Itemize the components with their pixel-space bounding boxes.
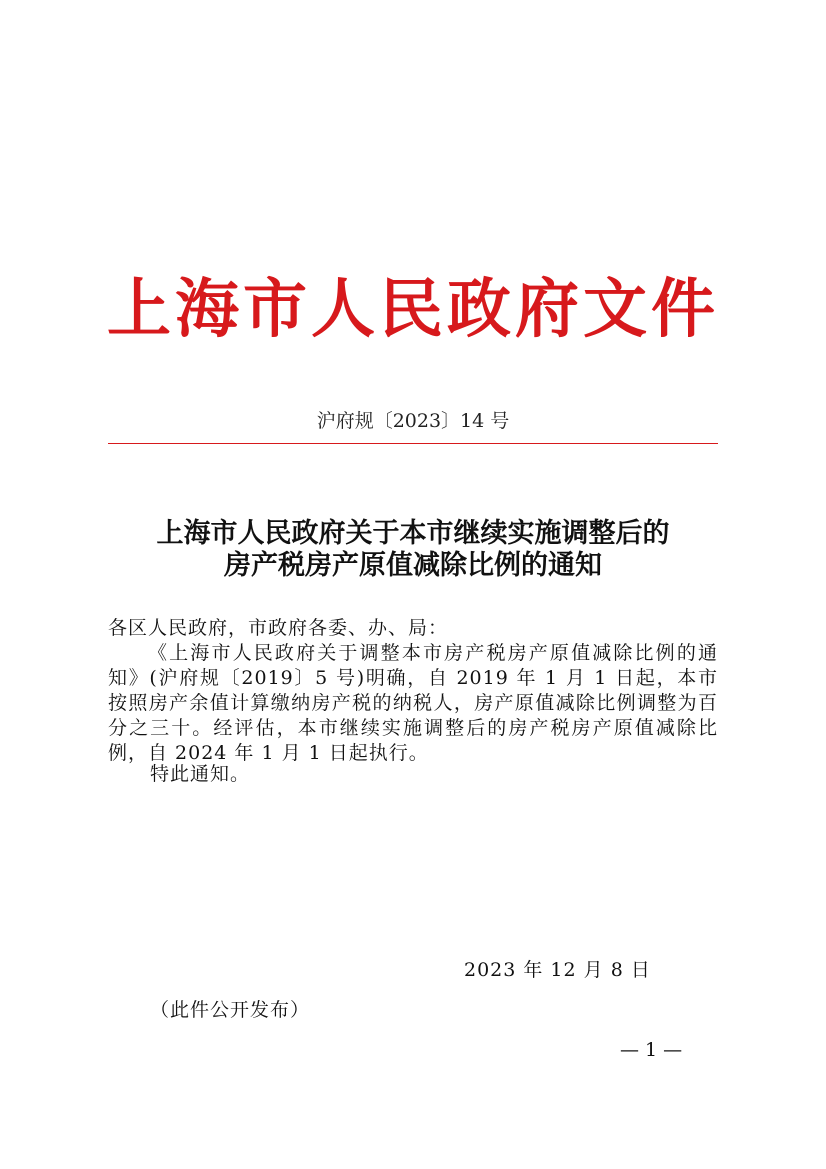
body-paragraph: 《上海市人民政府关于调整本市房产税房产原值减除比例的通知》(沪府规〔2019〕5 号)明确，自 2019 年 1 月 1 日起，本市按照房产余值计算缴纳房产税的纳税人，房产原值减除比例调整为百分之三十。经评估，本市继续实施调整后的房产税房产原值减除比例，自 2024 年 1 月 1 日起执行。 [108,642,718,764]
document-title-line-1: 上海市人民政府关于本市继续实施调整后的 [156,518,670,549]
closing-line: 特此通知。 [150,763,251,785]
red-divider [108,443,718,444]
document-title [0,518,826,582]
salutation: 各区人民政府，市政府各委、办、局： [108,617,449,639]
issue-date: 2023 年 12 月 8 日 [464,959,651,981]
page-number: — 1 — [620,1039,683,1061]
publish-note: （此件公开发布） [150,999,311,1021]
masthead-title: 上海市人民政府文件 [107,272,719,347]
document-title-line-2: 房产税房产原值减除比例的通知 [224,550,602,581]
document-number: 沪府规〔2023〕14 号 [316,410,510,432]
